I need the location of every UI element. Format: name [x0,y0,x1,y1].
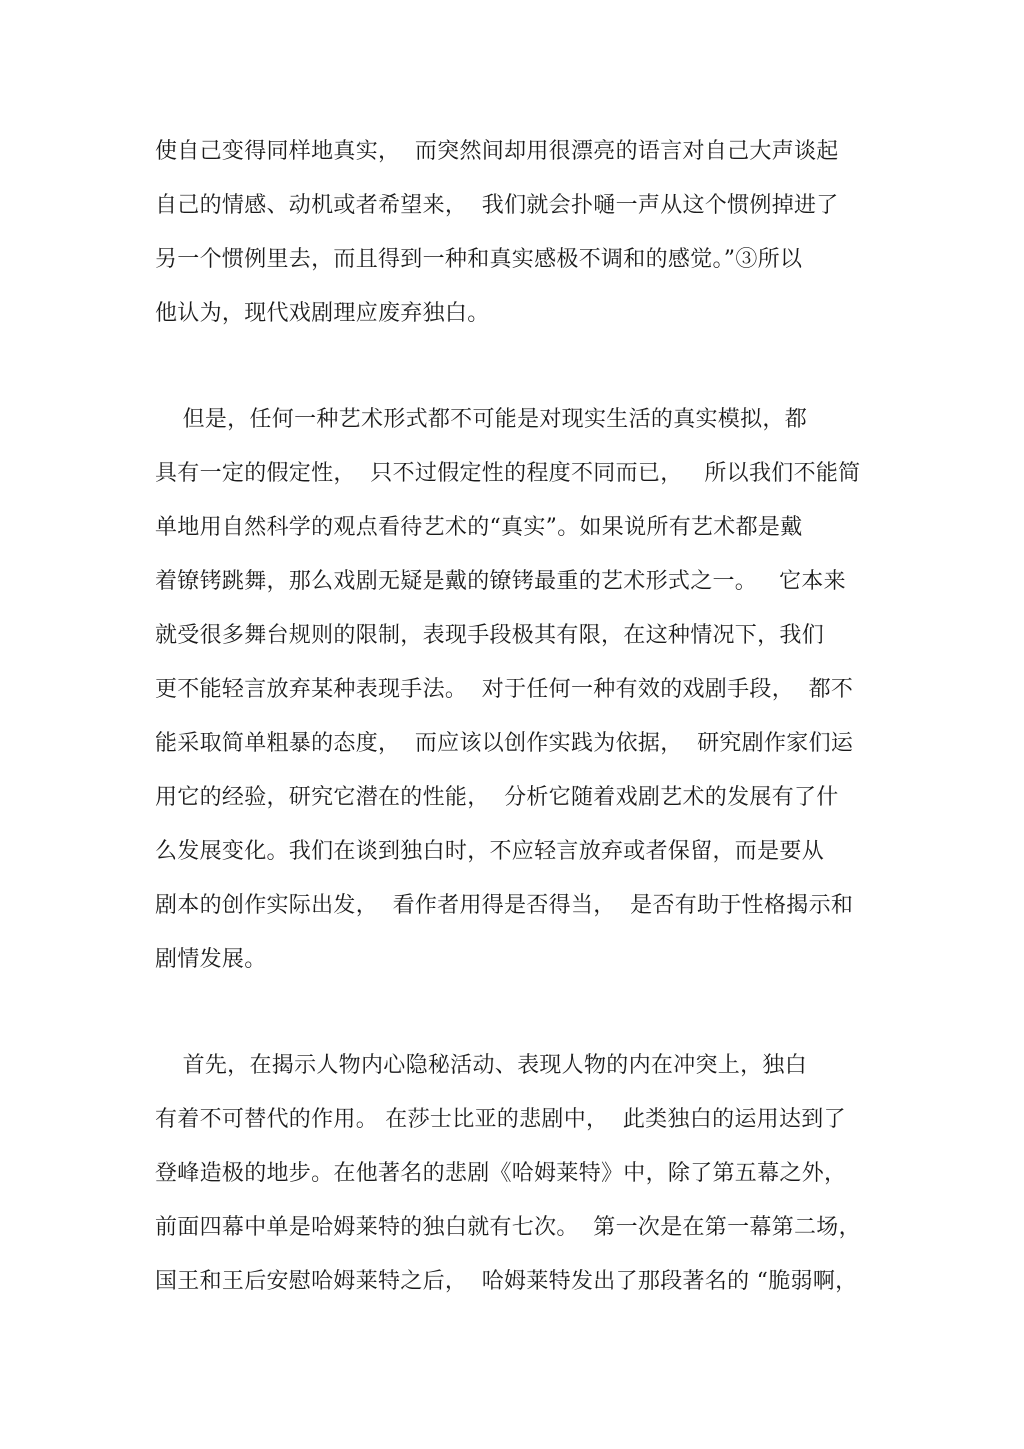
text-line: 使自己变得同样地真实， 而突然间却用很漂亮的语言对自己大声谈起 [155,139,839,164]
text-line: 就受很多舞台规则的限制，表现手段极其有限，在这种情况下，我们 [155,623,825,648]
text-line: 能采取简单粗暴的态度， 而应该以创作实践为依据， 研究剧作家们运 [155,731,854,756]
text-line: 用它的经验，研究它潜在的性能， 分析它随着戏剧艺术的发展有了什 [155,785,839,810]
text-line: 他认为，现代戏剧理应废弃独白。 [155,301,490,326]
text-line: 自己的情感、动机或者希望来， 我们就会扑嗵一声从这个惯例掉进了 [155,193,839,218]
text-line: 前面四幕中单是哈姆莱特的独白就有七次。 第一次是在第一幕第二场， [155,1215,861,1240]
text-line: 更不能轻言放弃某种表现手法。 对于任何一种有效的戏剧手段， 都不 [155,677,854,702]
text-line: 剧本的创作实际出发， 看作者用得是否得当， 是否有助于性格揭示和 [155,893,854,918]
text-line: 登峰造极的地步。在他著名的悲剧《哈姆莱特》中，除了第五幕之外， [155,1161,847,1186]
text-line: 具有一定的假定性， 只不过假定性的程度不同而已， 所以我们不能简 [155,461,861,486]
text-line: 有着不可替代的作用。 在莎士比亚的悲剧中， 此类独白的运用达到了 [155,1107,846,1132]
text-line: 另一个惯例里去，而且得到一种和真实感极不调和的感觉。”③所以 [155,247,803,272]
text-line: 么发展变化。我们在谈到独白时，不应轻言放弃或者保留，而是要从 [155,839,825,864]
text-line: 但是，任何一种艺术形式都不可能是对现实生活的真实模拟，都 [168,407,807,432]
text-line: 单地用自然科学的观点看待艺术的“真实”。如果说所有艺术都是戴 [155,515,803,540]
text-line: 国王和王后安慰哈姆莱特之后， 哈姆莱特发出了那段著名的 “脆弱啊， [155,1269,858,1294]
text-line: 首先，在揭示人物内心隐秘活动、表现人物的内在冲突上，独白 [168,1053,807,1078]
text-line: 剧情发展。 [155,947,267,972]
text-line: 着镣铐跳舞，那么戏剧无疑是戴的镣铐最重的艺术形式之一。 它本来 [155,569,846,594]
